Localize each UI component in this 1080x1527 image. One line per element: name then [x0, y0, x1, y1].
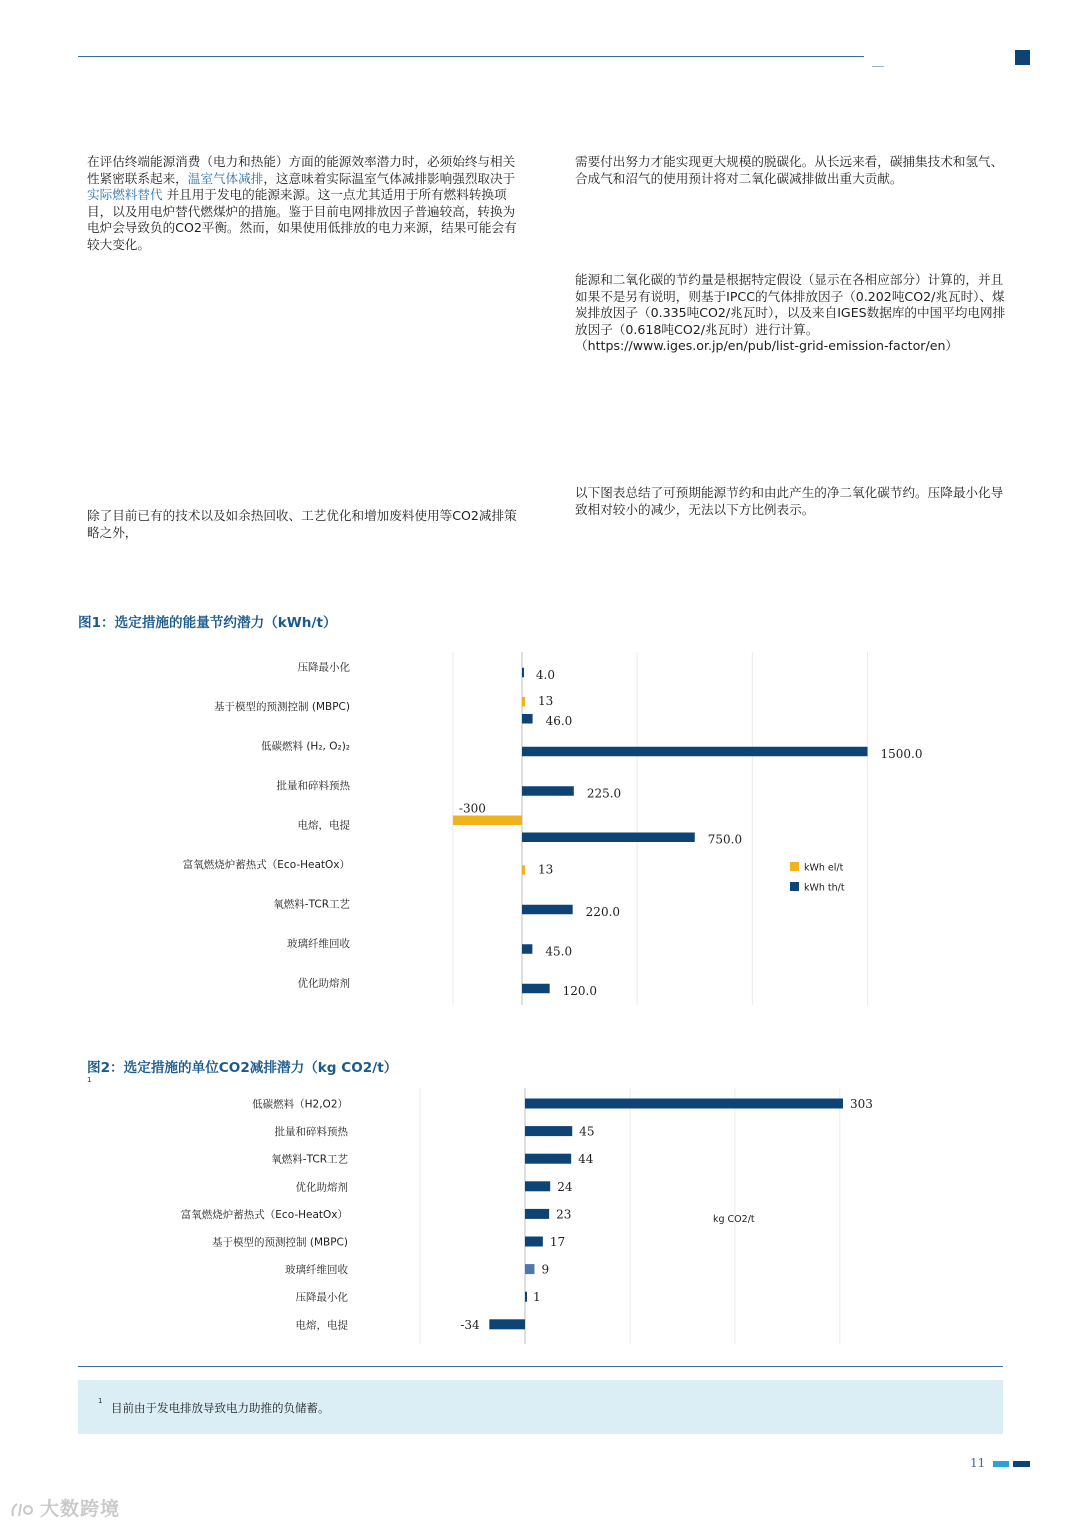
figure2-note-mark: 1 [87, 1076, 92, 1084]
category-label: 氧燃料-TCR工艺 [271, 1153, 348, 1166]
value-label: 303 [850, 1097, 873, 1111]
value-label: 1 [533, 1290, 541, 1305]
category-label: 基于模型的预测控制 (MBPC) [214, 701, 350, 713]
value-label: 13 [537, 694, 554, 708]
category-label: 低碳燃料（H2,O2） [252, 1098, 348, 1111]
value-label: 750.0 [707, 832, 743, 847]
bar-co2 [525, 1181, 550, 1191]
bar-kwh-th [522, 668, 524, 678]
category-label: 压降最小化 [297, 661, 350, 674]
category-label: 低碳燃料 (H₂, O₂)₂ [261, 740, 350, 753]
figure1-chart [0, 650, 1080, 1010]
legend-label: kg CO2/t [713, 1214, 755, 1225]
bar-kwh-th [522, 747, 868, 757]
legend-label: kWh el/t [804, 862, 844, 874]
footnote-box [78, 1380, 1003, 1434]
bar-co2 [525, 1099, 843, 1109]
figure2-chart [0, 1088, 1080, 1348]
value-label: 225.0 [586, 786, 622, 801]
bar-co2 [525, 1292, 527, 1302]
paragraph-text: ，这意味着实际温室气体减排影响强烈取决于 [263, 170, 516, 186]
legend-label: kWh th/t [804, 882, 845, 894]
figure2-svg [0, 1088, 1080, 1348]
category-label: 批量和碎料预热 [276, 780, 350, 792]
category-label: 玻璃纤维回收 [287, 938, 350, 950]
paragraph-decarbonization: 需要付出努力才能实现更大规模的脱碳化。从长远来看，碳捕集技术和氢气、合成气和沼气的使用预计将对二氧化碳减排做出重大贡献。 [575, 154, 1004, 186]
footnote-mark: 1 [98, 1397, 103, 1405]
category-label: 优化助熔剂 [295, 1181, 348, 1194]
page-bar-light [993, 1461, 1009, 1467]
category-label: 氧燃料-TCR工艺 [273, 898, 350, 911]
category-label: 批量和碎料预热 [274, 1126, 348, 1139]
bar-kwh-th [522, 984, 550, 994]
value-label: 44 [578, 1152, 594, 1167]
value-label: 13 [537, 862, 554, 877]
bar-kwh-th [522, 944, 532, 954]
bar-kwh-el [453, 816, 522, 826]
top-tick [872, 66, 884, 67]
top-rule [78, 56, 864, 57]
bar-co2 [525, 1154, 571, 1164]
paragraph-text: 在评估终端能源消费（电力和热能）方面的能源效率潜力时，必须始终与相关性紧密联系起来， [87, 154, 516, 186]
page-number: 11 [970, 1456, 986, 1470]
bar-kwh-th [522, 786, 574, 796]
value-label: 4.0 [535, 667, 556, 682]
value-label: 24 [557, 1179, 573, 1194]
page-bar-dark [1013, 1461, 1030, 1467]
bar-co2 [525, 1237, 543, 1247]
watermark-logo-icon [10, 1500, 36, 1520]
watermark-text: 大数跨境 [40, 1498, 121, 1520]
category-label: 优化助熔剂 [297, 977, 350, 990]
bar-kwh-th [522, 714, 533, 724]
bar-co2 [525, 1126, 572, 1136]
category-label: 玻璃纤维回收 [285, 1264, 348, 1277]
bar-kwh-el [522, 865, 525, 875]
category-label: 富氧燃烧炉蓄热式（Eco-HeatOx） [180, 1208, 348, 1221]
value-label: 9 [541, 1262, 550, 1277]
link-fuel-substitution[interactable]: 实际燃料替代 [87, 187, 163, 203]
figure1-svg [0, 650, 1080, 1010]
value-label: -34 [460, 1317, 480, 1332]
category-label: 电熔，电提 [297, 819, 350, 832]
value-label: 120.0 [562, 983, 597, 998]
figure2-title: 图2：选定措施的单位CO2减排潜力（kg CO2/t） [87, 1060, 398, 1076]
value-label: 45.0 [545, 944, 573, 959]
paragraph-assumptions: 能源和二氧化碳的节约量是根据特定假设（显示在各相应部分）计算的，并且如果不是另有说明，则基于IPCC的气体排放因子（0.202吨CO2/兆瓦时）、煤炭排放因子（0.335吨CO2/兆瓦时），以及来自IGES数据库的中国平均电网排放因子（0.618吨CO2/兆瓦时）进行计算。（https://www.iges.or.jp/en/pub/list-grid-emission-factor/en） [575, 272, 1006, 354]
bar-kwh-th [522, 833, 695, 843]
value-label: 17 [549, 1235, 566, 1249]
paragraph-existing-tech: 除了目前已有的技术以及如余热回收、工艺优化和增加废料使用等CO2减排策略之外， [87, 508, 517, 540]
figure1-title: 图1：选定措施的能量节约潜力（kWh/t） [78, 615, 337, 631]
category-label: 电熔，电提 [295, 1319, 348, 1332]
category-label: 富氧燃烧炉蓄热式（Eco-HeatOx） [182, 859, 350, 871]
bar-kwh-el [522, 697, 525, 707]
value-label: -300 [458, 801, 486, 816]
legend-swatch [790, 882, 799, 891]
paragraph-chart-summary: 以下图表总结了可预期能源节约和由此产生的净二氧化碳节约。压降最小化导致相对较小的减少，无法以下方比例表示。 [575, 485, 1004, 517]
paragraph-energy-efficiency [87, 154, 527, 254]
bar-co2 [525, 1209, 549, 1219]
value-label: 1500.0 [880, 746, 923, 761]
bar-co2 [525, 1264, 534, 1274]
bar-co2 [489, 1319, 525, 1329]
watermark [10, 1494, 120, 1521]
category-label: 基于模型的预测控制 (MBPC) [212, 1236, 348, 1249]
footnote-text: 目前由于发电排放导致电力助推的负储蓄。 [111, 1401, 330, 1415]
value-label: 23 [556, 1207, 572, 1222]
corner-square-mark [1015, 50, 1030, 65]
bottom-rule [78, 1366, 1003, 1367]
value-label: 45 [579, 1124, 595, 1139]
bar-kwh-th [522, 905, 573, 915]
link-ghg-reduction[interactable]: 温室气体减排 [187, 170, 264, 186]
value-label: 46.0 [545, 714, 573, 728]
paragraph-text: 并且用于发电的能源来源。这一点尤其适用于所有燃料转换项目，以及用电炉替代燃煤炉的措施。鉴于目前电网排放因子普遍较高，转换为电炉会导致负的CO2平衡。然而，如果使用低排放的电力来源，结果可能会有较大变化。 [87, 187, 517, 252]
legend-swatch [790, 862, 799, 871]
category-label: 压降最小化 [295, 1291, 348, 1304]
value-label: 220.0 [585, 904, 621, 919]
